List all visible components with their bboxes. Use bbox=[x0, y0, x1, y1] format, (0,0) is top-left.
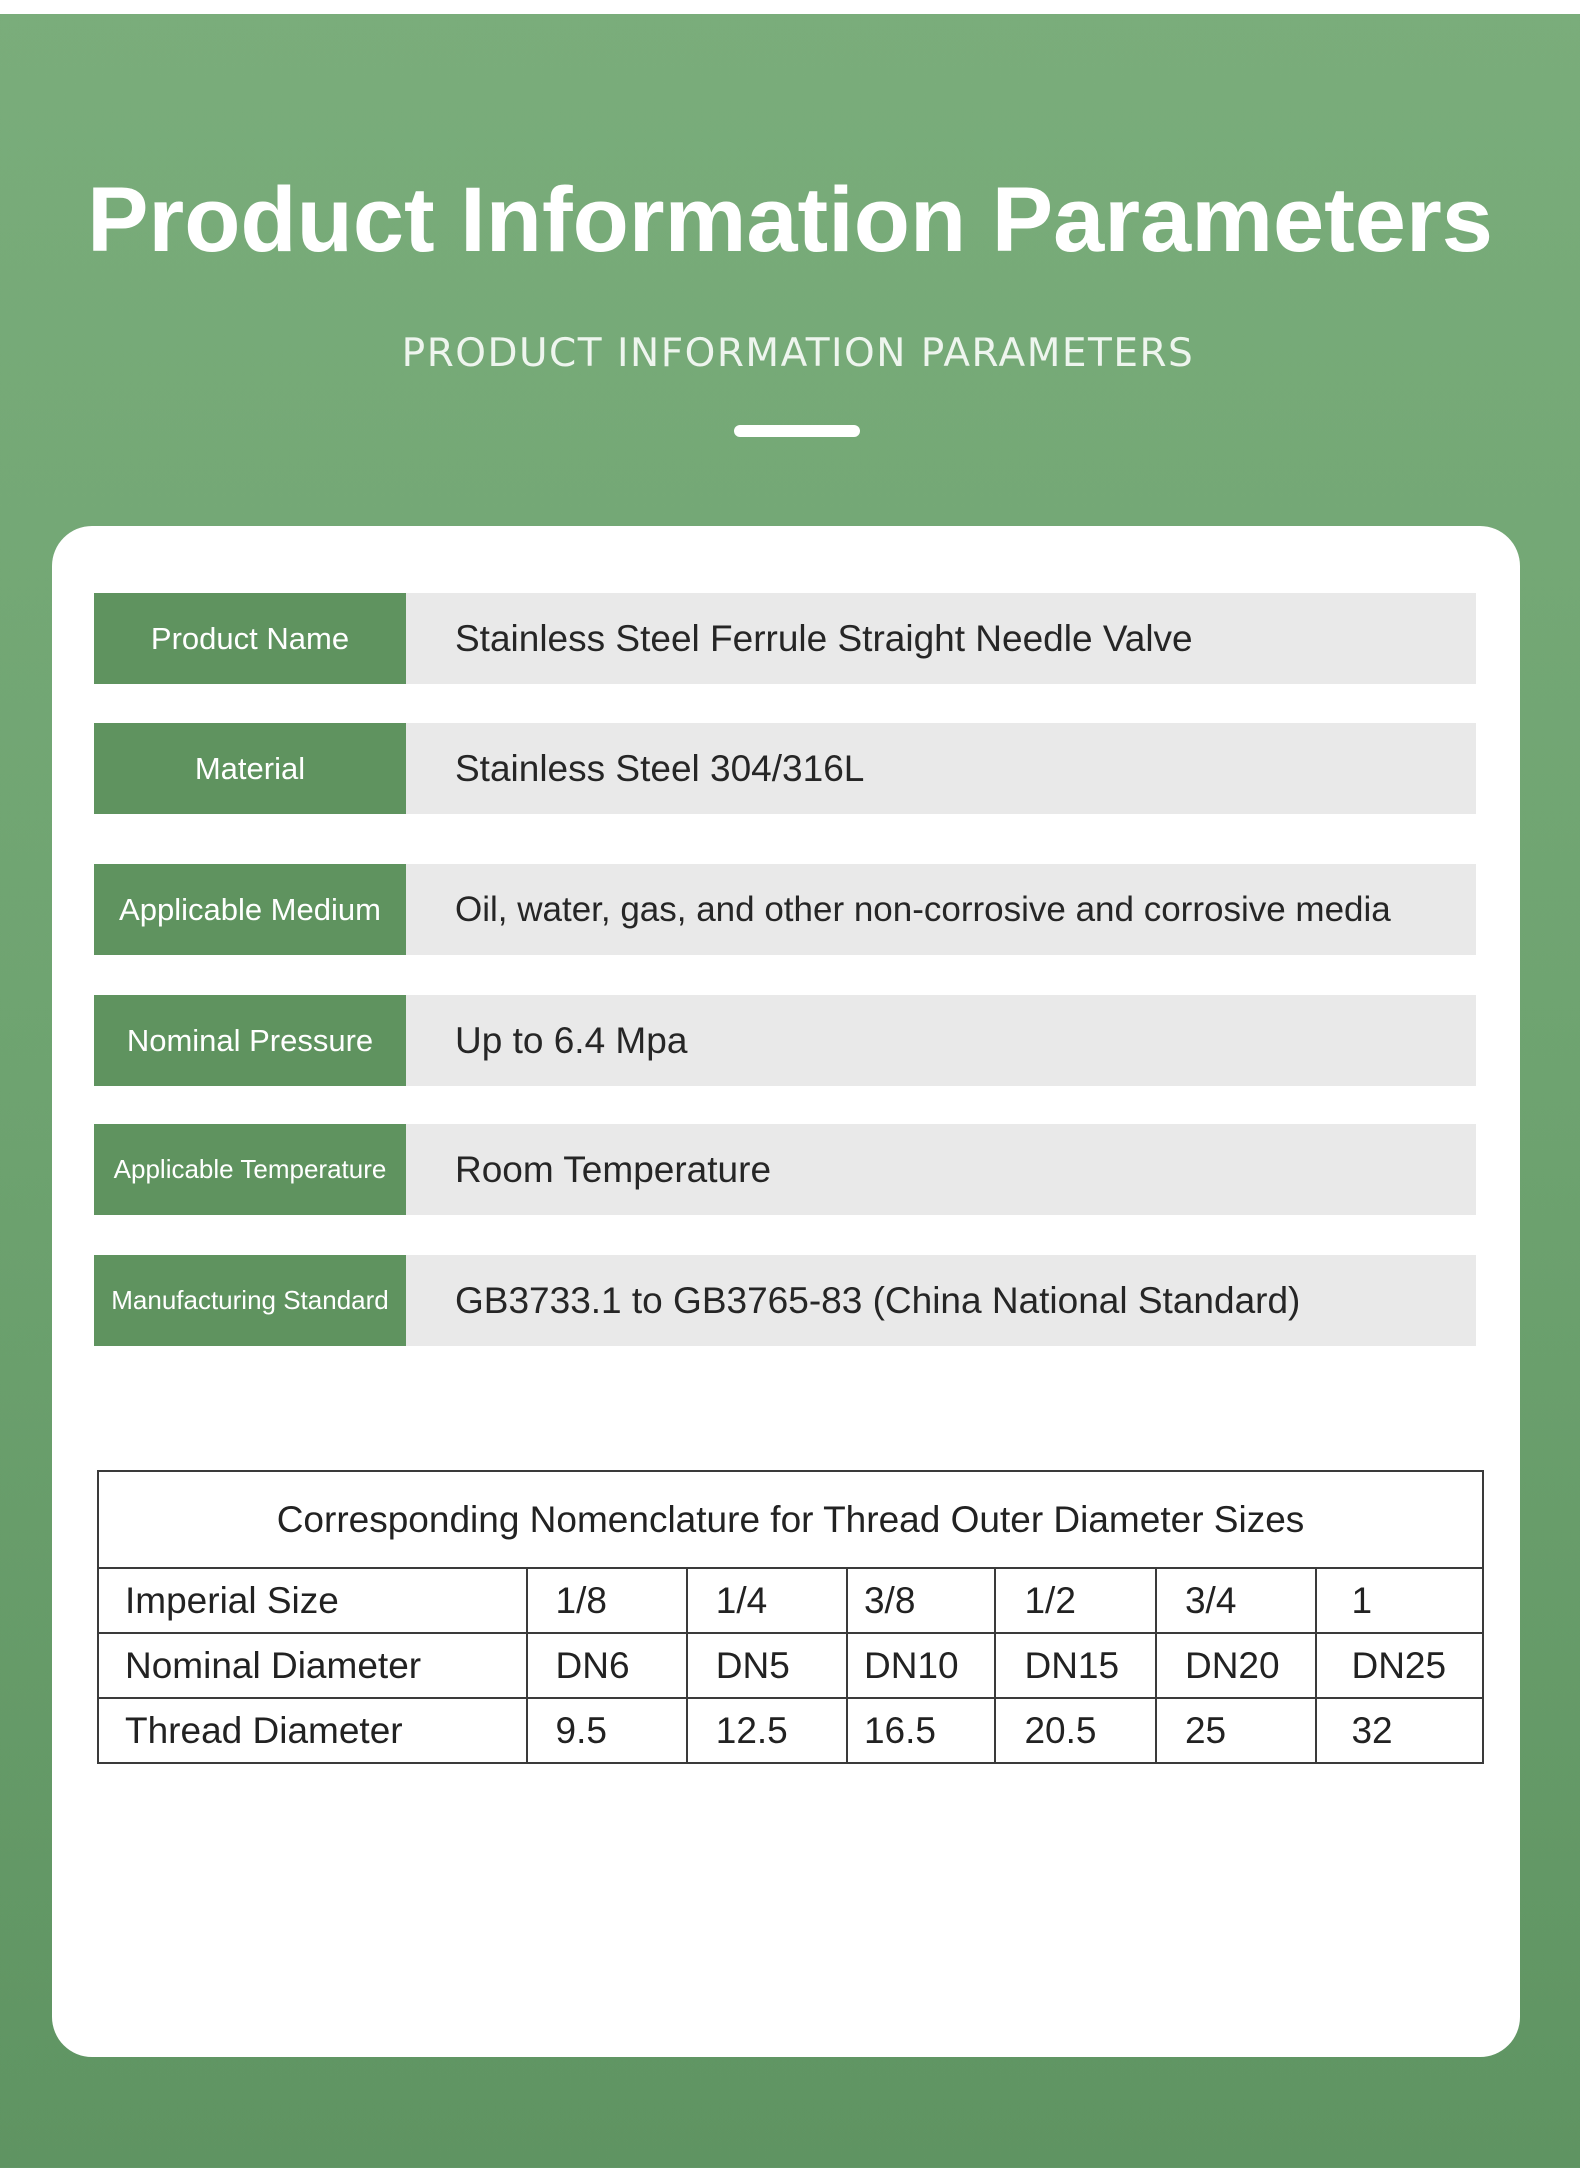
param-row-material bbox=[94, 723, 1476, 814]
table-cell: 3/4 bbox=[1156, 1568, 1317, 1633]
table-cell: 32 bbox=[1316, 1698, 1483, 1763]
param-label: Nominal Pressure bbox=[94, 995, 406, 1086]
param-value: Up to 6.4 Mpa bbox=[455, 1019, 688, 1061]
table-cell: DN10 bbox=[847, 1633, 996, 1698]
table-cell: 1 bbox=[1316, 1568, 1483, 1633]
param-value: Oil, water, gas, and other non-corrosive and corrosive media bbox=[455, 889, 1391, 929]
table-cell: 25 bbox=[1156, 1698, 1317, 1763]
param-value: Stainless Steel 304/316L bbox=[455, 747, 865, 789]
param-row-applicable-medium bbox=[94, 864, 1476, 955]
table-row bbox=[98, 1633, 1483, 1698]
page-title: Product Information Parameters bbox=[87, 169, 1493, 271]
table-cell: DN15 bbox=[995, 1633, 1156, 1698]
table-cell: 1/2 bbox=[995, 1568, 1156, 1633]
table-cell: DN25 bbox=[1316, 1633, 1483, 1698]
table-caption-row bbox=[98, 1471, 1483, 1568]
page-subtitle: PRODUCT INFORMATION PARAMETERS bbox=[401, 331, 1195, 376]
table-cell: DN6 bbox=[527, 1633, 687, 1698]
table-cell: 12.5 bbox=[687, 1698, 847, 1763]
parameters-card bbox=[52, 526, 1520, 2057]
param-row-nominal-pressure bbox=[94, 995, 1476, 1086]
param-label: Material bbox=[94, 723, 406, 814]
top-border bbox=[0, 0, 1580, 14]
table-cell: 16.5 bbox=[847, 1698, 996, 1763]
table-cell: DN20 bbox=[1156, 1633, 1317, 1698]
thread-size-table bbox=[97, 1470, 1484, 1764]
table-cell: 1/4 bbox=[687, 1568, 847, 1633]
title-underline bbox=[734, 425, 860, 437]
param-row-manufacturing-standard bbox=[94, 1255, 1476, 1346]
param-label: Product Name bbox=[94, 593, 406, 684]
table-cell: 3/8 bbox=[847, 1568, 996, 1633]
row-header: Imperial Size bbox=[98, 1568, 527, 1633]
param-value: GB3733.1 to GB3765-83 (China National Standard) bbox=[455, 1279, 1301, 1321]
param-row-applicable-temperature bbox=[94, 1124, 1476, 1215]
param-label: Applicable Medium bbox=[94, 864, 406, 955]
row-header: Nominal Diameter bbox=[98, 1633, 527, 1698]
param-label: Applicable Temperature bbox=[94, 1124, 406, 1215]
param-label: Manufacturing Standard bbox=[94, 1255, 406, 1346]
param-value: Stainless Steel Ferrule Straight Needle Valve bbox=[455, 617, 1193, 659]
table-cell: 1/8 bbox=[527, 1568, 687, 1633]
table-cell: 20.5 bbox=[995, 1698, 1156, 1763]
table-row bbox=[98, 1698, 1483, 1763]
row-header: Thread Diameter bbox=[98, 1698, 527, 1763]
param-row-product-name bbox=[94, 593, 1476, 684]
table-cell: DN5 bbox=[687, 1633, 847, 1698]
table-caption: Corresponding Nomenclature for Thread Outer Diameter Sizes bbox=[98, 1471, 1483, 1568]
table-cell: 9.5 bbox=[527, 1698, 687, 1763]
table-row bbox=[98, 1568, 1483, 1633]
param-value: Room Temperature bbox=[455, 1148, 772, 1190]
